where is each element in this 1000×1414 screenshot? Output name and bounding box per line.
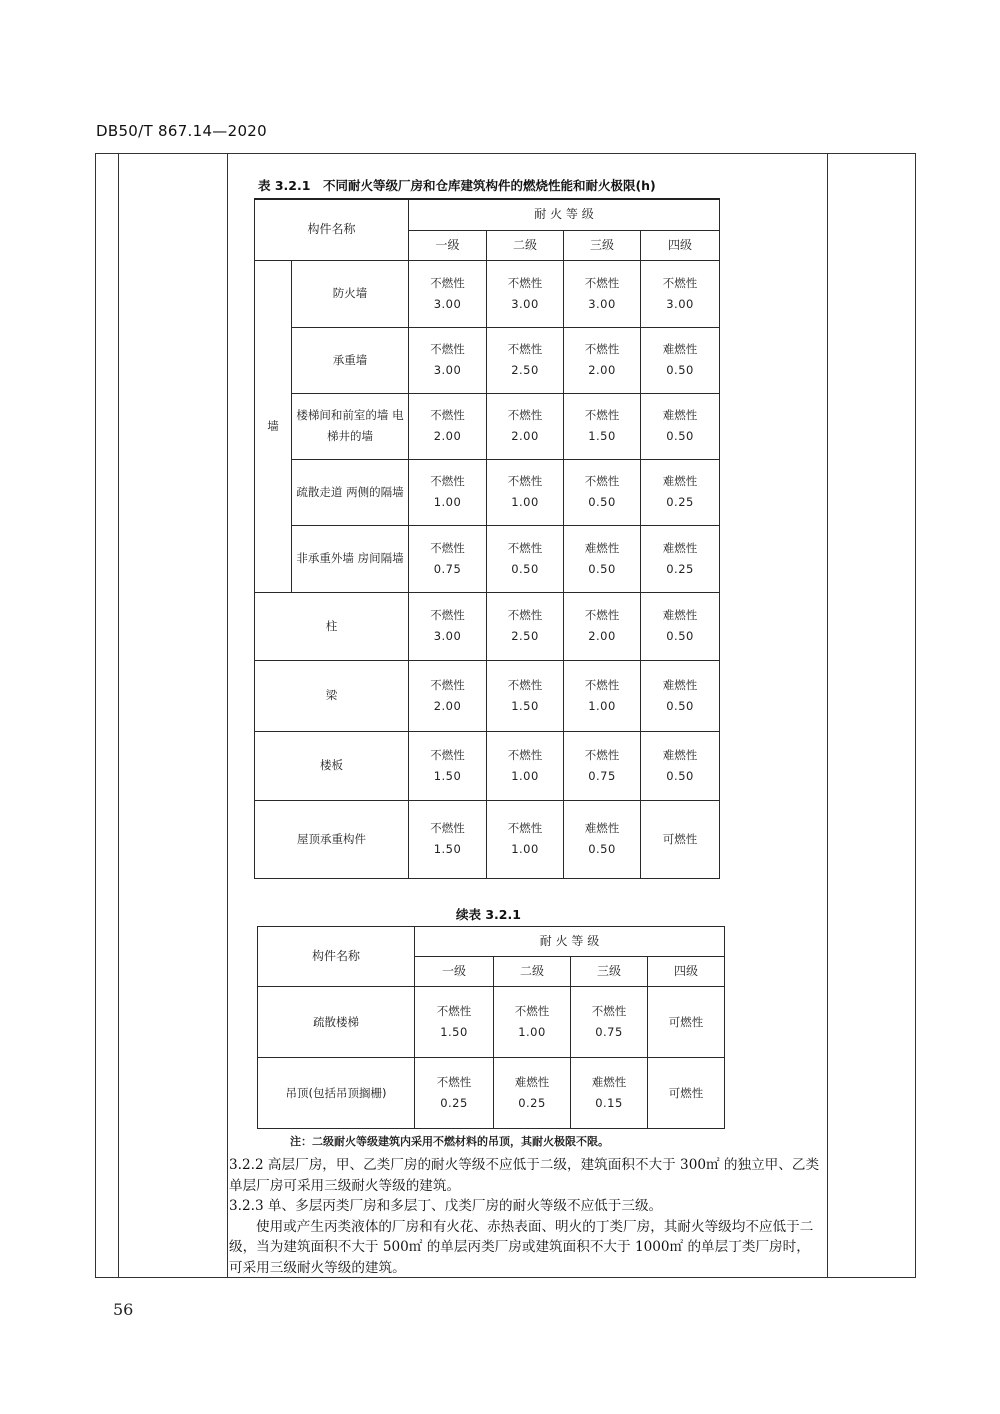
combustibility-value: 难燃性 [662,540,698,555]
combustibility-value: 难燃性 [662,474,698,488]
table2-caption: 续表 3.2.1 [456,907,521,922]
wall-group-label: 墙 [255,260,292,592]
header-level: 二级 [487,230,564,260]
table-cell [409,592,487,660]
table-cell [409,459,487,525]
table-cell [564,393,641,459]
frame-column-divider [827,154,828,1277]
paragraph-3-2-2: 3.2.2 高层厂房，甲、乙类厂房的耐火等级不应低于二级，建筑面积不大于 300㎡ 的独立甲、乙类单层厂房可采用三级耐火等级的建筑。 [229,1157,820,1194]
table-cell [564,592,641,660]
table-cell [641,592,720,660]
paragraph-3-2-3: 3.2.3 单、多层丙类厂房和多层丁、戊类厂房的耐火等级不应低于三级。 [229,1198,663,1214]
fire-limit-value: 1.00 [511,495,539,509]
combustibility-value: 难燃性 [591,1075,627,1089]
table-cell [409,327,487,393]
fire-limit-value: 0.50 [511,561,539,576]
combustibility-value: 难燃性 [662,608,698,622]
table-cell [564,260,641,327]
header-fire-rating: 耐 火 等 级 [415,927,725,957]
fire-limit-value: 0.50 [666,768,694,783]
table-cell [641,327,720,393]
table-cell [564,731,641,800]
row-name: 疏散楼梯 [258,987,415,1058]
combustibility-value: 不燃性 [584,275,620,290]
fire-limit-value: 2.50 [511,629,539,643]
table-cell [564,525,641,592]
combustibility-value: 不燃性 [430,608,465,622]
combustibility-value: 难燃性 [584,821,620,835]
combustibility-value: 不燃性 [436,1004,472,1018]
fire-limit-value: 1.00 [518,1025,546,1039]
frame-column-divider [227,154,228,1277]
fire-limit-value: 2.00 [433,429,462,443]
combustibility-value: 难燃性 [584,540,620,555]
combustibility-value: 可燃性 [668,1085,704,1100]
combustibility-value: 不燃性 [584,342,620,356]
table-cell [641,260,720,327]
fire-limit-value: 2.00 [433,698,462,713]
fire-limit-value: 0.15 [595,1096,623,1110]
combustibility-value: 不燃性 [514,1004,550,1018]
table-cell [571,987,648,1058]
table-cell [487,459,564,525]
table-cell [487,393,564,459]
fire-limit-value: 1.00 [511,842,539,856]
header-level: 一级 [415,957,494,987]
table-cell [641,800,720,878]
combustibility-value: 不燃性 [507,275,543,290]
fire-limit-value: 0.25 [518,1096,546,1110]
combustibility-value: 不燃性 [662,275,698,290]
table-cell [494,1058,571,1129]
combustibility-value: 可燃性 [668,1014,704,1029]
fire-limit-value: 2.00 [588,629,616,643]
table-cell [641,660,720,731]
table-cell [641,731,720,800]
fire-limit-value: 1.50 [440,1025,468,1039]
combustibility-value: 难燃性 [662,747,698,762]
table-cell [487,731,564,800]
combustibility-value: 不燃性 [591,1004,627,1018]
row-name: 防火墙 [292,260,409,327]
combustibility-value: 不燃性 [430,540,465,555]
fire-limit-value: 0.50 [666,363,694,377]
header-component: 构件名称 [255,199,409,260]
table-cell [564,660,641,731]
table-cell [409,731,487,800]
fire-limit-value: 0.50 [588,495,616,509]
combustibility-value: 不燃性 [584,408,620,422]
fire-limit-value: 3.00 [588,296,616,311]
table-cell [487,592,564,660]
header-component: 构件名称 [258,927,415,987]
fire-limit-value: 2.00 [588,363,616,377]
fire-limit-value: 0.75 [595,1025,623,1039]
combustibility-value: 不燃性 [507,342,543,356]
combustibility-value: 可燃性 [662,831,698,846]
fire-limit-value: 0.50 [588,842,616,856]
table-cell [641,393,720,459]
fire-limit-value: 1.00 [433,495,462,509]
combustibility-value: 不燃性 [430,474,465,488]
combustibility-value: 不燃性 [430,821,465,835]
table-cell [564,800,641,878]
combustibility-value: 不燃性 [430,747,465,762]
fire-resistance-table [254,198,720,879]
header-level: 四级 [641,230,720,260]
fire-limit-value: 0.50 [666,698,694,713]
table-cell [487,260,564,327]
frame-column-divider [118,154,119,1277]
table-cell [487,327,564,393]
table-cell [409,525,487,592]
fire-limit-value: 0.25 [666,495,694,509]
header-level: 一级 [409,230,487,260]
fire-limit-value: 0.50 [666,429,694,443]
table1-caption: 表 3.2.1 不同耐火等级厂房和仓库建筑构件的燃烧性能和耐火极限(h) [258,178,656,193]
fire-limit-value: 1.50 [511,698,539,713]
row-name: 楼梯间和前室的墙 电梯井的墙 [292,393,409,459]
fire-limit-value: 0.50 [588,561,616,576]
combustibility-value: 难燃性 [662,342,698,356]
fire-limit-value: 0.25 [440,1096,468,1110]
combustibility-value: 不燃性 [507,474,543,488]
table-cell [409,393,487,459]
combustibility-value: 不燃性 [507,408,543,422]
combustibility-value: 难燃性 [662,677,698,692]
fire-limit-value: 2.00 [511,429,539,443]
table-cell [487,660,564,731]
row-name: 柱 [255,592,409,660]
combustibility-value: 不燃性 [436,1075,472,1089]
fire-limit-value: 3.00 [433,629,462,643]
combustibility-value: 不燃性 [430,408,465,422]
fire-limit-value: 3.00 [511,296,539,311]
combustibility-value: 不燃性 [507,821,543,835]
fire-limit-value: 1.50 [588,429,616,443]
fire-limit-value: 2.50 [511,363,539,377]
table-cell [409,660,487,731]
table-note: 注：二级耐火等级建筑内采用不燃材料的吊顶，其耐火极限不限。 [290,1135,609,1148]
fire-limit-value: 3.00 [666,296,694,311]
combustibility-value: 不燃性 [584,474,620,488]
combustibility-value: 不燃性 [430,677,465,692]
combustibility-value: 不燃性 [584,608,620,622]
fire-limit-value: 0.50 [666,629,694,643]
fire-resistance-table-continued [257,926,725,1129]
table-cell [648,1058,725,1129]
header-level: 二级 [494,957,571,987]
row-name: 屋顶承重构件 [255,800,409,878]
header-level: 三级 [571,957,648,987]
row-name: 梁 [255,660,409,731]
fire-limit-value: 3.00 [433,363,462,377]
table-cell [571,1058,648,1129]
table-cell [564,459,641,525]
fire-limit-value: 1.50 [433,768,462,783]
table-cell [487,800,564,878]
table-cell [494,987,571,1058]
table-cell [564,327,641,393]
document-code: DB50/T 867.14—2020 [96,122,267,140]
fire-limit-value: 1.00 [511,768,539,783]
fire-limit-value: 0.75 [588,768,616,783]
combustibility-value: 难燃性 [662,408,698,422]
table-cell [641,525,720,592]
row-name: 疏散走道 两侧的隔墙 [292,459,409,525]
table-cell [648,987,725,1058]
header-level: 三级 [564,230,641,260]
page-number: 56 [113,1300,134,1319]
combustibility-value: 不燃性 [507,677,543,692]
row-name: 楼板 [255,731,409,800]
table-cell [415,987,494,1058]
combustibility-value: 不燃性 [507,608,543,622]
row-name: 非承重外墙 房间隔墙 [292,525,409,592]
header-fire-rating: 耐 火 等 级 [409,199,720,230]
paragraph-3-2-3-detail: 使用或产生丙类液体的厂房和有火花、赤热表面、明火的丁类厂房，其耐火等级均不应低于二级，当为建筑面积不大于 500㎡ 的单层丙类厂房或建筑面积不大于 1000㎡ 的单层丁类厂房时，可采用三级耐火等级的建筑。 [229,1218,814,1276]
fire-limit-value: 1.00 [588,698,616,713]
table-cell [415,1058,494,1129]
table-cell [409,260,487,327]
combustibility-value: 不燃性 [430,342,465,356]
combustibility-value: 难燃性 [514,1075,550,1089]
fire-limit-value: 0.75 [433,561,462,576]
table-cell [641,459,720,525]
combustibility-value: 不燃性 [584,677,620,692]
fire-limit-value: 1.50 [433,842,462,856]
combustibility-value: 不燃性 [584,747,620,762]
fire-limit-value: 0.25 [666,561,694,576]
combustibility-value: 不燃性 [507,540,543,555]
row-name: 承重墙 [292,327,409,393]
fire-limit-value: 3.00 [433,296,462,311]
row-name: 吊顶(包括吊顶搁栅) [258,1058,415,1129]
body-text [229,1155,823,1278]
header-level: 四级 [648,957,725,987]
table-cell [409,800,487,878]
table-cell [487,525,564,592]
combustibility-value: 不燃性 [507,747,543,762]
combustibility-value: 不燃性 [430,275,465,290]
